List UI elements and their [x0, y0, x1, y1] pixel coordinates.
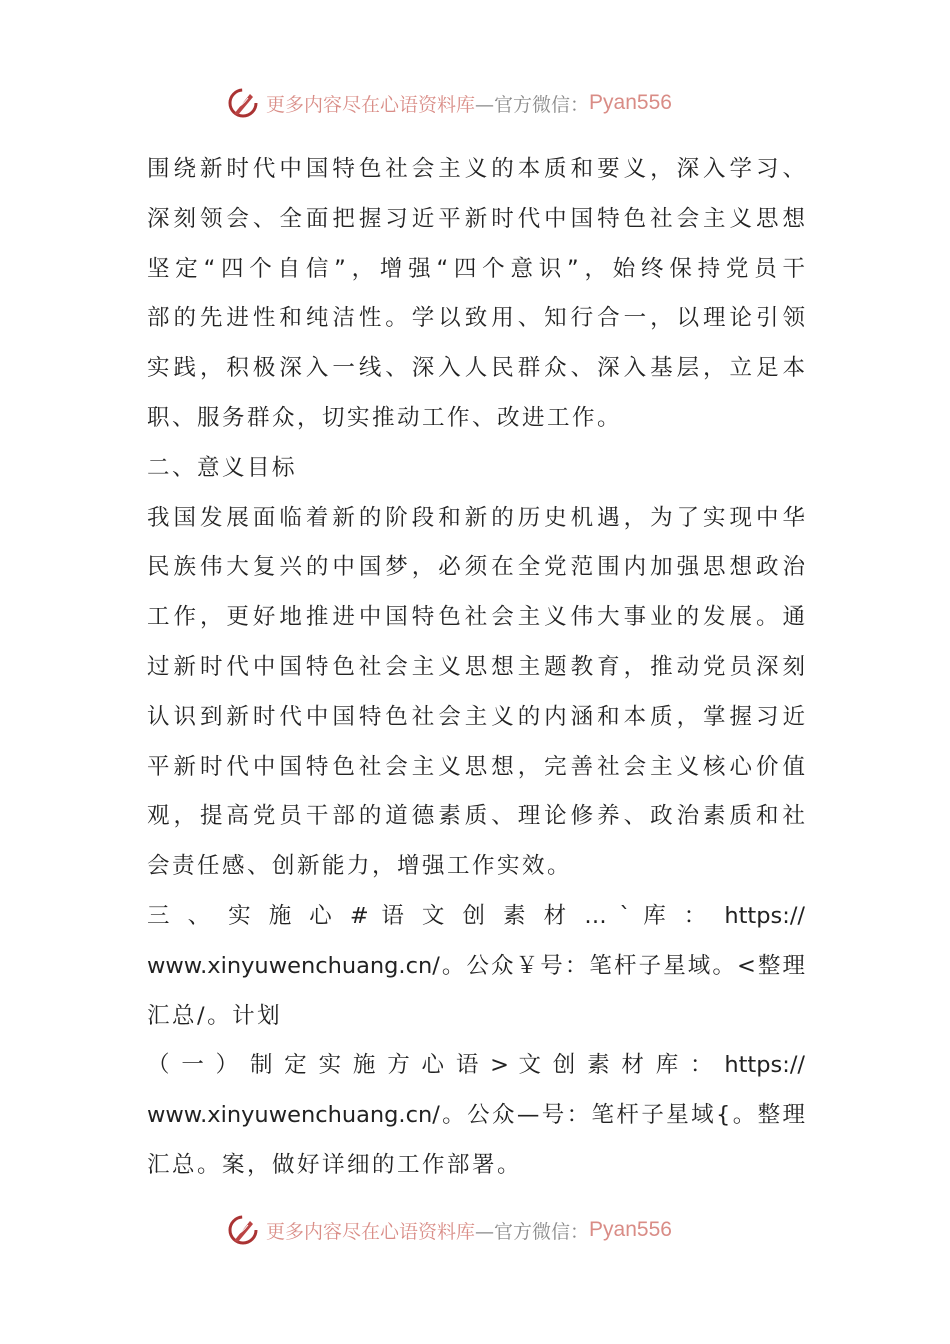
document-body: [147, 145, 805, 1191]
banner-text-id: Pyan556: [589, 1218, 672, 1241]
text-line: 工作，更好地推进中国特色社会主义伟大事业的发展。通: [147, 604, 805, 631]
text-line: 观，提高党员干部的道德素质、理论修养、政治素质和社: [147, 803, 805, 830]
text-line: （ 一 ） 制 定 实 施 方 心 语 > 文 创 素 材 库 ： https://: [147, 1052, 805, 1079]
text-line: 三 、 实 施 心 # 语 文 创 素 材 … ` 库 ： https://: [147, 902, 805, 929]
quill-logo-icon: [226, 1213, 260, 1247]
text-line: www.xinyuwenchuang.cn/。公众￥号：笔杆子星域。<整理: [147, 952, 805, 979]
banner-text-id: Pyan556: [589, 91, 672, 114]
header-watermark-banner: [226, 83, 726, 123]
text-line: 深刻领会、全面把握习近平新时代中国特色社会主义思想: [147, 205, 805, 232]
text-line: 部的先进性和纯洁性。学以致用、知行合一，以理论引领: [147, 305, 805, 332]
banner-text-main: 更多内容尽在心语资料库: [266, 1220, 476, 1243]
text-line: 汇总/。计划: [147, 1002, 283, 1029]
text-line: 平新时代中国特色社会主义思想，完善社会主义核心价值: [147, 753, 805, 780]
text-line: 会责任感、创新能力，增强工作实效。: [147, 853, 573, 880]
text-line: www.xinyuwenchuang.cn/。公众—号：笔杆子星域{。整理: [147, 1102, 805, 1129]
quill-logo-icon: [226, 86, 260, 120]
footer-watermark-banner: [226, 1210, 726, 1250]
text-line: 坚定“四个自信”，增强“四个意识”，始终保持党员干: [147, 255, 805, 282]
banner-text-main: 更多内容尽在心语资料库: [266, 93, 476, 116]
text-line: 二、意义目标: [147, 454, 298, 481]
text-line: 认识到新时代中国特色社会主义的内涵和本质，掌握习近: [147, 703, 805, 730]
text-line: 过新时代中国特色社会主义思想主题教育，推动党员深刻: [147, 653, 805, 680]
text-line: 围绕新时代中国特色社会主义的本质和要义，深入学习、: [147, 156, 805, 182]
banner-text-label: —官方微信：: [475, 1220, 590, 1243]
text-line: 汇总。案，做好详细的工作部署。: [147, 1151, 523, 1178]
text-line: 民族伟大复兴的中国梦，必须在全党范围内加强思想政治: [147, 554, 805, 581]
text-line: 我国发展面临着新的阶段和新的历史机遇，为了实现中华: [147, 504, 805, 531]
text-line: 实践，积极深入一线、深入人民群众、深入基层，立足本: [147, 355, 805, 382]
banner-text-label: —官方微信：: [475, 93, 590, 116]
text-line: 职、服务群众，切实推动工作、改进工作。: [147, 404, 623, 431]
